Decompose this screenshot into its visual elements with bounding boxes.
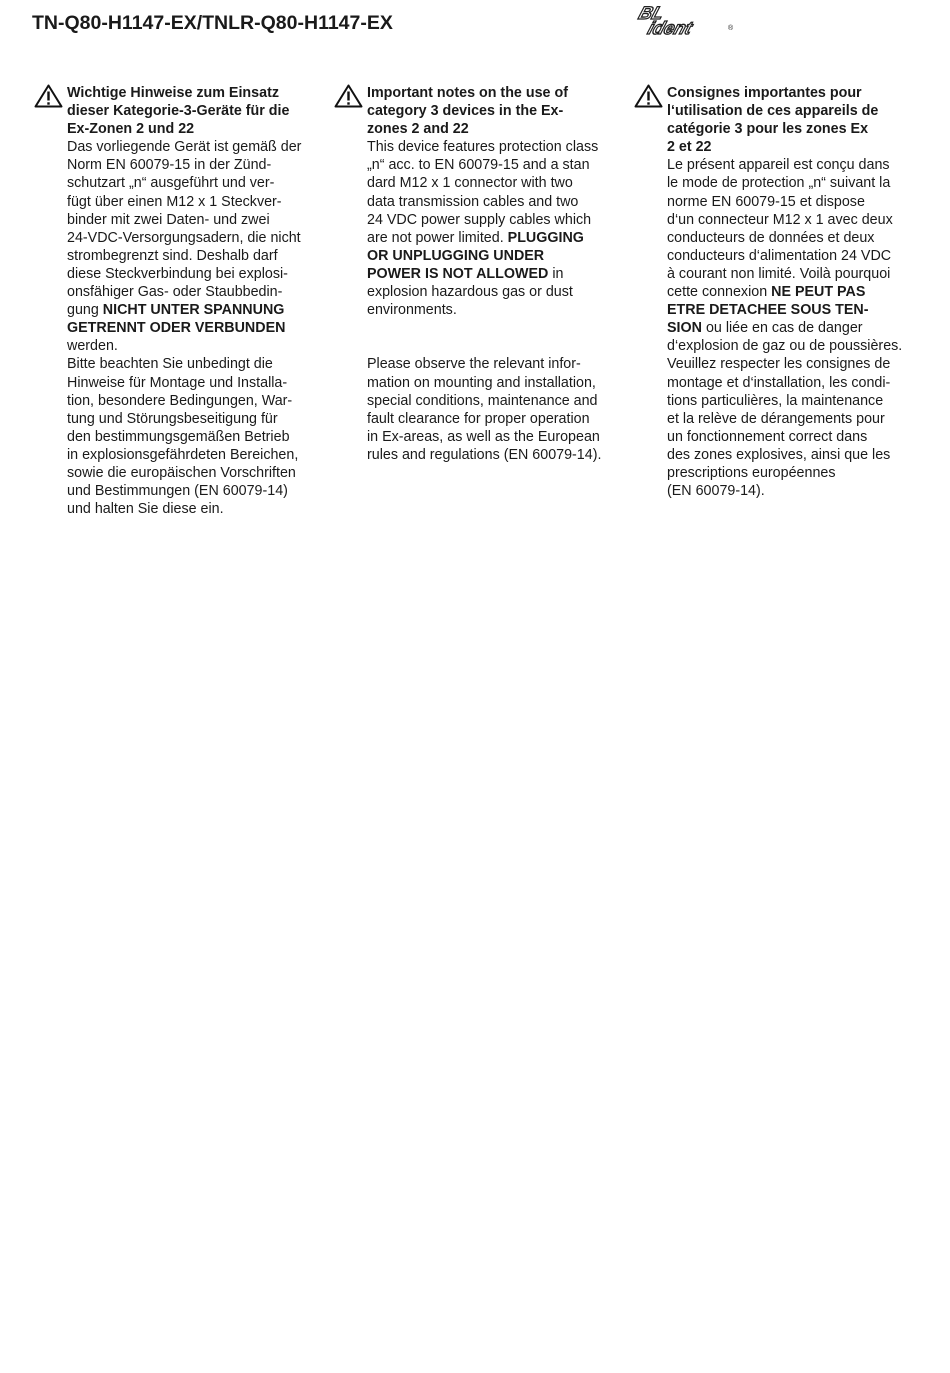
text-run: fügt über einen M12 x 1 Steckver- <box>67 193 282 210</box>
text-line <box>67 392 311 410</box>
text-line <box>367 156 611 174</box>
text-line <box>67 84 311 102</box>
bold-text-run: dieser Kategorie-3-Geräte für die <box>67 103 290 120</box>
text-run: werden. <box>67 338 118 355</box>
paragraph-gap <box>367 319 611 337</box>
text-line <box>367 446 611 464</box>
text-run: Das vorliegende Gerät ist gemäß der <box>67 139 302 156</box>
text-line <box>667 138 917 156</box>
text-line <box>367 193 611 211</box>
text-line <box>67 193 311 211</box>
column-english <box>334 84 602 464</box>
bold-text-run: catégorie 3 pour les zones Ex <box>667 121 869 138</box>
text-run: Veuillez respecter les consignes de <box>667 356 891 373</box>
bold-text-run: Important notes on the use of <box>367 85 568 101</box>
text-line <box>667 120 917 138</box>
text-run: Le présent appareil est conçu dans <box>667 157 890 174</box>
text-line <box>667 446 917 464</box>
text-run: in Ex-areas, as well as the European <box>367 428 600 445</box>
text-run: onsfähiger Gas- oder Staubbedin- <box>67 284 283 301</box>
text-line <box>667 84 917 102</box>
german-notice-text <box>67 84 311 518</box>
text-run: und Bestimmungen (EN 60079-14) <box>67 483 288 500</box>
bold-text-run: GETRENNT ODER VERBUNDEN <box>67 320 286 337</box>
bold-text-run: 2 et 22 <box>667 139 712 156</box>
text-line <box>667 428 917 446</box>
text-line <box>367 211 611 229</box>
text-line <box>367 283 611 301</box>
text-line <box>667 374 917 392</box>
text-line <box>367 138 611 156</box>
text-run: schutzart „n“ ausgeführt und ver- <box>67 175 275 192</box>
bold-text-run: NE PEUT PAS <box>771 284 866 301</box>
text-line <box>67 229 311 247</box>
text-line <box>667 247 917 265</box>
text-run: Norm EN 60079-15 in der Zünd- <box>67 157 272 174</box>
french-notice-text <box>667 84 917 500</box>
text-line <box>67 319 311 337</box>
text-line <box>667 319 917 337</box>
text-line <box>667 174 917 192</box>
warning-triangle-icon <box>34 84 63 108</box>
text-line <box>367 247 611 265</box>
text-run: special conditions, maintenance and <box>367 392 598 409</box>
warning-triangle-icon <box>334 84 363 108</box>
text-run: dard M12 x 1 connector with two <box>367 175 573 192</box>
text-run: data transmission cables and two <box>367 193 579 210</box>
text-line <box>67 247 311 265</box>
text-line <box>367 229 611 247</box>
text-line <box>367 84 611 102</box>
bold-text-run: l‘utilisation de ces appareils de <box>667 103 879 120</box>
text-line <box>67 102 311 120</box>
text-run: et la relève de dérangements pour <box>667 410 885 427</box>
text-run: ou liée en cas de danger <box>701 320 863 337</box>
text-line <box>667 156 917 174</box>
text-line <box>667 283 917 301</box>
text-line <box>67 464 311 482</box>
text-run: prescriptions européennes <box>667 464 836 481</box>
text-line <box>667 211 917 229</box>
text-run: le mode de protection „n“ suivant la <box>667 175 891 192</box>
bold-text-run: OR UNPLUGGING UNDER <box>367 247 545 264</box>
text-line <box>367 428 611 446</box>
text-line <box>667 265 917 283</box>
text-line <box>67 301 311 319</box>
logo-ident-text: ident <box>645 17 695 38</box>
text-run: norme EN 60079-15 et dispose <box>667 193 865 210</box>
text-line <box>67 211 311 229</box>
text-line <box>367 374 611 392</box>
text-line <box>367 301 611 319</box>
text-line <box>67 174 311 192</box>
text-line <box>367 120 611 138</box>
text-run: diese Steckverbindung bei explosi- <box>67 265 288 282</box>
text-line <box>367 410 611 428</box>
text-line <box>67 374 311 392</box>
text-run: cette connexion <box>667 284 772 301</box>
bold-text-run: ETRE DETACHEE SOUS TEN- <box>667 302 869 319</box>
column-french <box>634 84 903 500</box>
text-run: un fonctionnement correct dans <box>667 428 868 445</box>
bold-text-run: SION <box>667 320 702 337</box>
text-line <box>667 355 917 373</box>
text-line <box>367 174 611 192</box>
text-run: Hinweise für Montage und Installa- <box>67 374 288 391</box>
text-run: rules and regulations (EN 60079-14). <box>367 446 602 463</box>
text-run: den bestimmungsgemäßen Betrieb <box>67 428 290 445</box>
text-run: environments. <box>367 302 457 319</box>
text-line <box>367 392 611 410</box>
text-line <box>67 283 311 301</box>
text-line <box>667 337 917 355</box>
text-run: tung und Störungsbeseitigung für <box>67 410 278 427</box>
text-run: conducteurs d‘alimentation 24 VDC <box>667 247 892 264</box>
bold-text-run: PLUGGING <box>507 229 584 246</box>
text-run: (EN 60079-14). <box>667 483 765 500</box>
text-run: 24 VDC power supply cables which <box>367 211 592 228</box>
text-line <box>67 428 311 446</box>
text-run: explosion hazardous gas or dust <box>367 284 573 301</box>
text-run: tion, besondere Bedingungen, War- <box>67 392 293 409</box>
text-run: und halten Sie diese ein. <box>67 501 224 518</box>
bold-text-run: Consignes importantes pour <box>667 85 862 101</box>
text-run: d‘un connecteur M12 x 1 avec deux <box>667 211 893 228</box>
text-run: Bitte beachten Sie unbedingt die <box>67 356 273 373</box>
text-run: Please observe the relevant infor- <box>367 356 581 373</box>
registered-mark: ® <box>728 25 734 32</box>
text-line <box>367 265 611 283</box>
bold-text-run: POWER IS NOT ALLOWED <box>367 265 549 282</box>
text-run: des zones explosives, ainsi que les <box>667 446 891 463</box>
text-line <box>67 500 311 518</box>
text-line <box>667 392 917 410</box>
text-run: montage et d‘installation, les condi- <box>667 374 891 391</box>
text-run: conducteurs de données et deux <box>667 229 875 246</box>
text-run: This device features protection class <box>367 139 599 156</box>
text-line <box>367 355 611 373</box>
text-run: „n“ acc. to EN 60079-15 and a stan <box>367 157 590 174</box>
text-line <box>67 446 311 464</box>
text-line <box>667 301 917 319</box>
document-title: TN-Q80-H1147-EX/TNLR-Q80-H1147-EX <box>32 12 393 34</box>
text-run: tions particulières, la maintenance <box>667 392 884 409</box>
text-line <box>67 156 311 174</box>
text-run: mation on mounting and installation, <box>367 374 596 391</box>
text-run: 24-VDC-Versorgungsadern, die nicht <box>67 229 301 246</box>
text-run: sowie die europäischen Vorschriften <box>67 464 296 481</box>
bold-text-run: Ex-Zonen 2 und 22 <box>67 121 195 138</box>
text-run: d‘explosion de gaz ou de poussières. <box>667 338 903 355</box>
text-run: fault clearance for proper operation <box>367 410 590 427</box>
bold-text-run: NICHT UNTER SPANNUNG <box>102 302 285 319</box>
text-line <box>67 138 311 156</box>
bl-ident-logo <box>633 2 737 38</box>
text-run: binder mit zwei Daten- und zwei <box>67 211 270 228</box>
text-line <box>67 337 311 355</box>
text-run: in <box>548 265 564 282</box>
text-line <box>667 464 917 482</box>
text-line <box>67 120 311 138</box>
bold-text-run: Wichtige Hinweise zum Einsatz <box>67 85 279 101</box>
warning-triangle-icon <box>634 84 663 108</box>
text-line <box>67 482 311 500</box>
text-line <box>667 193 917 211</box>
logo-bl-text: BL <box>636 2 667 23</box>
paragraph-gap <box>367 337 611 355</box>
bold-text-run: zones 2 and 22 <box>367 121 469 138</box>
text-run: are not power limited. <box>367 229 508 246</box>
text-line <box>67 355 311 373</box>
text-line <box>667 102 917 120</box>
text-run: in explosionsgefährdeten Bereichen, <box>67 446 299 463</box>
text-line <box>367 102 611 120</box>
text-run: gung <box>67 302 103 319</box>
column-german <box>34 84 302 518</box>
english-notice-text <box>367 84 611 464</box>
text-line <box>667 410 917 428</box>
text-line <box>667 229 917 247</box>
bold-text-run: category 3 devices in the Ex- <box>367 103 564 120</box>
text-run: strombegrenzt sind. Deshalb darf <box>67 247 278 264</box>
text-line <box>667 482 917 500</box>
text-run: à courant non limité. Voilà pourquoi <box>667 265 891 282</box>
text-line <box>67 410 311 428</box>
text-line <box>67 265 311 283</box>
